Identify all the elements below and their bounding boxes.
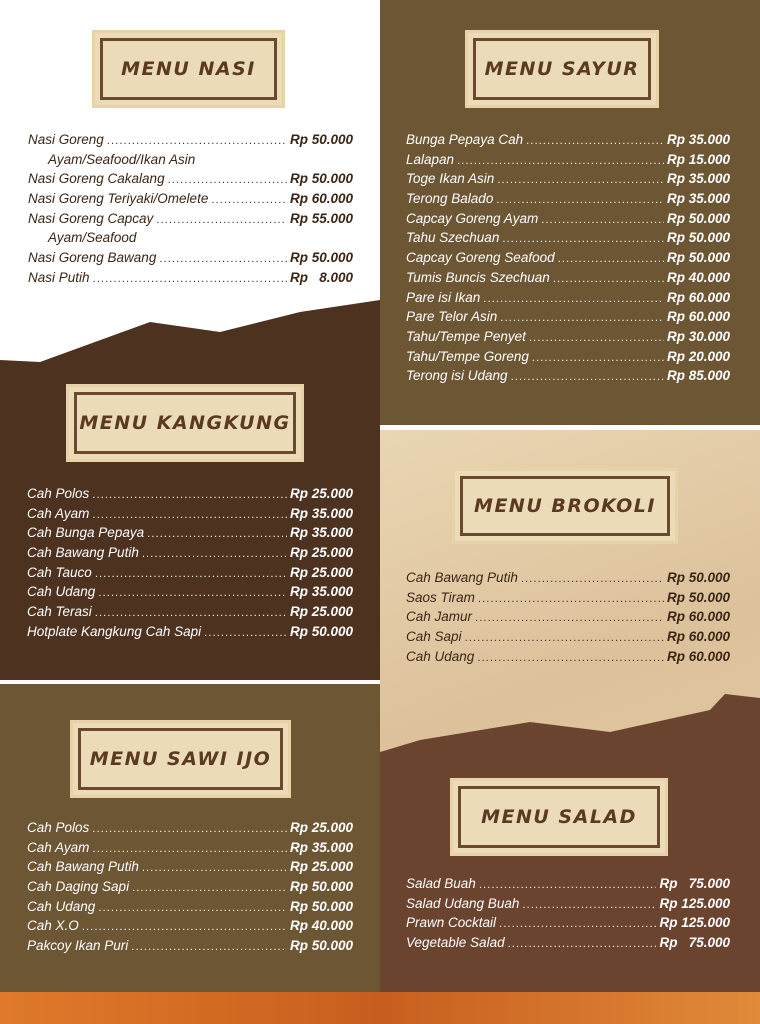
leader-dots xyxy=(508,939,657,950)
menu-item xyxy=(27,899,353,919)
bottom-strip xyxy=(0,992,760,1024)
item-price: Rp 55.000 xyxy=(289,210,353,226)
menu-item xyxy=(27,820,353,840)
brokoli-list xyxy=(406,570,730,668)
leader-dots xyxy=(131,942,287,953)
menu-item xyxy=(406,349,730,369)
kangkung-list xyxy=(27,486,353,644)
leader-dots xyxy=(159,254,287,265)
leader-dots xyxy=(107,136,287,147)
menu-item xyxy=(27,525,353,545)
item-price: Rp 75.000 xyxy=(659,935,730,951)
sawi-list xyxy=(27,820,353,958)
item-price: Rp 60.000 xyxy=(666,309,730,325)
item-name: Hotplate Kangkung Cah Sapi xyxy=(27,623,202,639)
item-price: Rp 25.000 xyxy=(289,604,353,620)
item-price: Rp 125.000 xyxy=(659,915,730,931)
item-name: Salad Udang Buah xyxy=(406,895,520,911)
menu-item xyxy=(27,604,353,624)
item-name: Nasi Goreng Teriyaki/Omelete xyxy=(28,191,209,207)
item-price: Rp 50.000 xyxy=(666,250,730,266)
item-price: Rp 50.000 xyxy=(289,879,353,895)
item-name: Cah Sapi xyxy=(406,629,462,645)
menu-item xyxy=(27,506,353,526)
menu-item xyxy=(27,840,353,860)
menu-item xyxy=(406,609,730,629)
leader-dots xyxy=(211,195,287,206)
item-price: Rp 50.000 xyxy=(666,230,730,246)
item-price: Rp 50.000 xyxy=(289,938,353,954)
item-price: Rp 25.000 xyxy=(289,564,353,580)
leader-dots xyxy=(532,353,664,364)
item-price: Rp 30.000 xyxy=(666,328,730,344)
leader-dots xyxy=(558,254,664,265)
salad-title xyxy=(450,778,668,856)
leader-dots xyxy=(132,883,287,894)
item-name: Terong Balado xyxy=(406,191,494,207)
item-name: Prawn Cocktail xyxy=(406,915,497,931)
item-name: Cah Daging Sapi xyxy=(27,879,130,895)
item-name: Nasi Goreng Capcay xyxy=(28,210,154,226)
menu-item xyxy=(27,879,353,899)
item-price: Rp 125.000 xyxy=(659,895,730,911)
menu-item xyxy=(406,211,730,231)
leader-dots xyxy=(82,922,287,933)
leader-dots xyxy=(95,608,287,619)
item-price: Rp 60.000 xyxy=(666,648,730,664)
menu-item xyxy=(27,624,353,644)
item-name: Vegetable Salad xyxy=(406,935,505,951)
sayur-list xyxy=(406,132,730,388)
nasi-list xyxy=(28,132,353,290)
item-price: Rp 8.000 xyxy=(289,269,353,285)
item-name: Cah Bawang Putih xyxy=(406,570,518,585)
menu-item xyxy=(406,152,730,172)
menu-item xyxy=(406,896,730,916)
item-name: Nasi Goreng xyxy=(28,132,104,147)
menu-item xyxy=(406,590,730,610)
item-price: Rp 25.000 xyxy=(289,859,353,875)
item-price: Rp 35.000 xyxy=(289,839,353,855)
kangkung-title-text: MENU KANGKUNG xyxy=(79,412,291,434)
item-price: Rp 85.000 xyxy=(666,368,730,384)
item-name: Tahu Szechuan xyxy=(406,230,500,246)
leader-dots xyxy=(522,900,656,911)
item-price: Rp 35.000 xyxy=(289,505,353,521)
item-price: Rp 60.000 xyxy=(666,609,730,625)
item-name: Cah Udang xyxy=(27,898,96,914)
item-price: Rp 35.000 xyxy=(666,132,730,147)
menu-item xyxy=(28,250,353,270)
menu-item xyxy=(406,915,730,935)
menu-item xyxy=(406,290,730,310)
leader-dots xyxy=(95,569,287,580)
item-name: Nasi Putih xyxy=(28,269,90,285)
sayur-title xyxy=(465,30,659,108)
leader-dots xyxy=(511,372,664,383)
leader-dots xyxy=(478,594,664,605)
leader-dots xyxy=(500,313,664,324)
item-name: Cah Polos xyxy=(27,820,90,835)
brokoli-title-text: MENU BROKOLI xyxy=(474,495,656,517)
item-price: Rp 35.000 xyxy=(289,525,353,541)
leader-dots xyxy=(477,653,664,664)
menu-item xyxy=(406,570,730,590)
menu-item xyxy=(406,935,730,955)
item-price: Rp 60.000 xyxy=(289,191,353,207)
leader-dots xyxy=(142,549,287,560)
item-name: Tahu/Tempe Penyet xyxy=(406,328,526,344)
leader-dots xyxy=(479,880,657,891)
leader-dots xyxy=(497,175,664,186)
item-name: Cah Bunga Pepaya xyxy=(27,525,145,541)
leader-dots xyxy=(499,919,656,930)
item-name: Capcay Goreng Ayam xyxy=(406,210,539,226)
menu-item xyxy=(406,309,730,329)
item-price: Rp 60.000 xyxy=(666,629,730,645)
menu-item xyxy=(406,132,730,152)
item-name: Capcay Goreng Seafood xyxy=(406,250,555,266)
item-name: Salad Buah xyxy=(406,876,476,891)
item-price: Rp 25.000 xyxy=(289,486,353,501)
menu-item xyxy=(27,584,353,604)
leader-dots xyxy=(156,215,287,226)
leader-dots xyxy=(529,333,664,344)
menu-item xyxy=(27,938,353,958)
leader-dots xyxy=(457,156,664,167)
leader-dots xyxy=(147,529,287,540)
menu-item xyxy=(406,171,730,191)
menu-item xyxy=(28,211,353,231)
item-price: Rp 50.000 xyxy=(666,210,730,226)
menu-item xyxy=(406,270,730,290)
item-name: Cah Tauco xyxy=(27,564,92,580)
item-name: Pakcoy Ikan Puri xyxy=(27,938,129,954)
item-name: Cah Udang xyxy=(406,648,475,664)
item-price: Rp 25.000 xyxy=(289,820,353,835)
menu-item xyxy=(27,565,353,585)
item-name: Cah Bawang Putih xyxy=(27,859,139,875)
item-name: Tumis Buncis Szechuan xyxy=(406,269,550,285)
menu-item xyxy=(27,545,353,565)
item-note: Ayam/Seafood/Ikan Asin xyxy=(48,151,196,167)
item-price: Rp 35.000 xyxy=(289,584,353,600)
item-price: Rp 50.000 xyxy=(289,171,353,187)
item-name: Cah Udang xyxy=(27,584,96,600)
leader-dots xyxy=(526,136,664,147)
leader-dots xyxy=(483,294,664,305)
menu-item xyxy=(28,171,353,191)
item-name: Saos Tiram xyxy=(406,589,475,605)
brokoli-title xyxy=(452,468,678,544)
item-price: Rp 50.000 xyxy=(666,589,730,605)
item-name: Bunga Pepaya Cah xyxy=(406,132,524,147)
salad-title-text: MENU SALAD xyxy=(481,806,637,828)
menu-item xyxy=(28,270,353,290)
item-name: Cah Ayam xyxy=(27,505,90,521)
menu-item xyxy=(406,250,730,270)
item-name: Terong isi Udang xyxy=(406,368,508,384)
leader-dots xyxy=(92,824,287,835)
item-price: Rp 50.000 xyxy=(289,623,353,639)
sawi-title-text: MENU SAWI IJO xyxy=(89,748,272,770)
item-price: Rp 50.000 xyxy=(289,250,353,266)
item-name: Cah Jamur xyxy=(406,609,473,625)
item-price: Rp 75.000 xyxy=(659,876,730,891)
menu-item xyxy=(406,230,730,250)
item-name: Tahu/Tempe Goreng xyxy=(406,348,529,364)
sayur-title-text: MENU SAYUR xyxy=(484,58,640,80)
kangkung-title xyxy=(66,384,304,462)
item-price: Rp 50.000 xyxy=(289,132,353,147)
nasi-title-text: MENU NASI xyxy=(121,58,256,80)
item-note: Ayam/Seafood xyxy=(48,230,137,246)
menu-item xyxy=(406,329,730,349)
item-price: Rp 40.000 xyxy=(289,918,353,934)
menu-item xyxy=(28,132,353,152)
leader-dots xyxy=(465,633,664,644)
item-price: Rp 60.000 xyxy=(666,289,730,305)
leader-dots xyxy=(496,195,664,206)
item-price: Rp 50.000 xyxy=(289,898,353,914)
item-name: Cah Terasi xyxy=(27,604,92,620)
leader-dots xyxy=(92,844,287,855)
leader-dots xyxy=(92,490,287,501)
menu-item xyxy=(27,486,353,506)
item-price: Rp 15.000 xyxy=(666,151,730,167)
item-name: Cah X.O xyxy=(27,918,79,934)
item-name: Cah Bawang Putih xyxy=(27,545,139,561)
leader-dots xyxy=(475,613,664,624)
item-name: Pare Telor Asin xyxy=(406,309,498,325)
menu-item xyxy=(27,918,353,938)
nasi-title xyxy=(92,30,285,108)
leader-dots xyxy=(553,274,664,285)
item-price: Rp 50.000 xyxy=(666,570,730,585)
item-price: Rp 25.000 xyxy=(289,545,353,561)
leader-dots xyxy=(142,863,287,874)
leader-dots xyxy=(204,628,287,639)
leader-dots xyxy=(502,234,664,245)
menu-item xyxy=(406,876,730,896)
item-name: Toge Ikan Asin xyxy=(406,171,495,187)
menu-item xyxy=(28,191,353,211)
item-name: Cah Ayam xyxy=(27,839,90,855)
item-price: Rp 40.000 xyxy=(666,269,730,285)
menu-item xyxy=(27,859,353,879)
item-name: Cah Polos xyxy=(27,486,90,501)
leader-dots xyxy=(521,574,664,585)
leader-dots xyxy=(93,274,287,285)
item-name: Lalapan xyxy=(406,151,455,167)
menu-item xyxy=(406,629,730,649)
menu-item xyxy=(406,191,730,211)
item-price: Rp 35.000 xyxy=(666,191,730,207)
item-name: Nasi Goreng Cakalang xyxy=(28,171,165,187)
sawi-title xyxy=(70,720,291,798)
leader-dots xyxy=(541,215,664,226)
salad-list xyxy=(406,876,730,955)
leader-dots xyxy=(98,903,287,914)
menu-item xyxy=(406,368,730,388)
leader-dots xyxy=(98,588,287,599)
item-price: Rp 35.000 xyxy=(666,171,730,187)
item-name: Nasi Goreng Bawang xyxy=(28,250,157,266)
item-name: Pare isi Ikan xyxy=(406,289,481,305)
leader-dots xyxy=(92,510,287,521)
menu-item xyxy=(406,649,730,669)
leader-dots xyxy=(168,175,287,186)
item-price: Rp 20.000 xyxy=(666,348,730,364)
